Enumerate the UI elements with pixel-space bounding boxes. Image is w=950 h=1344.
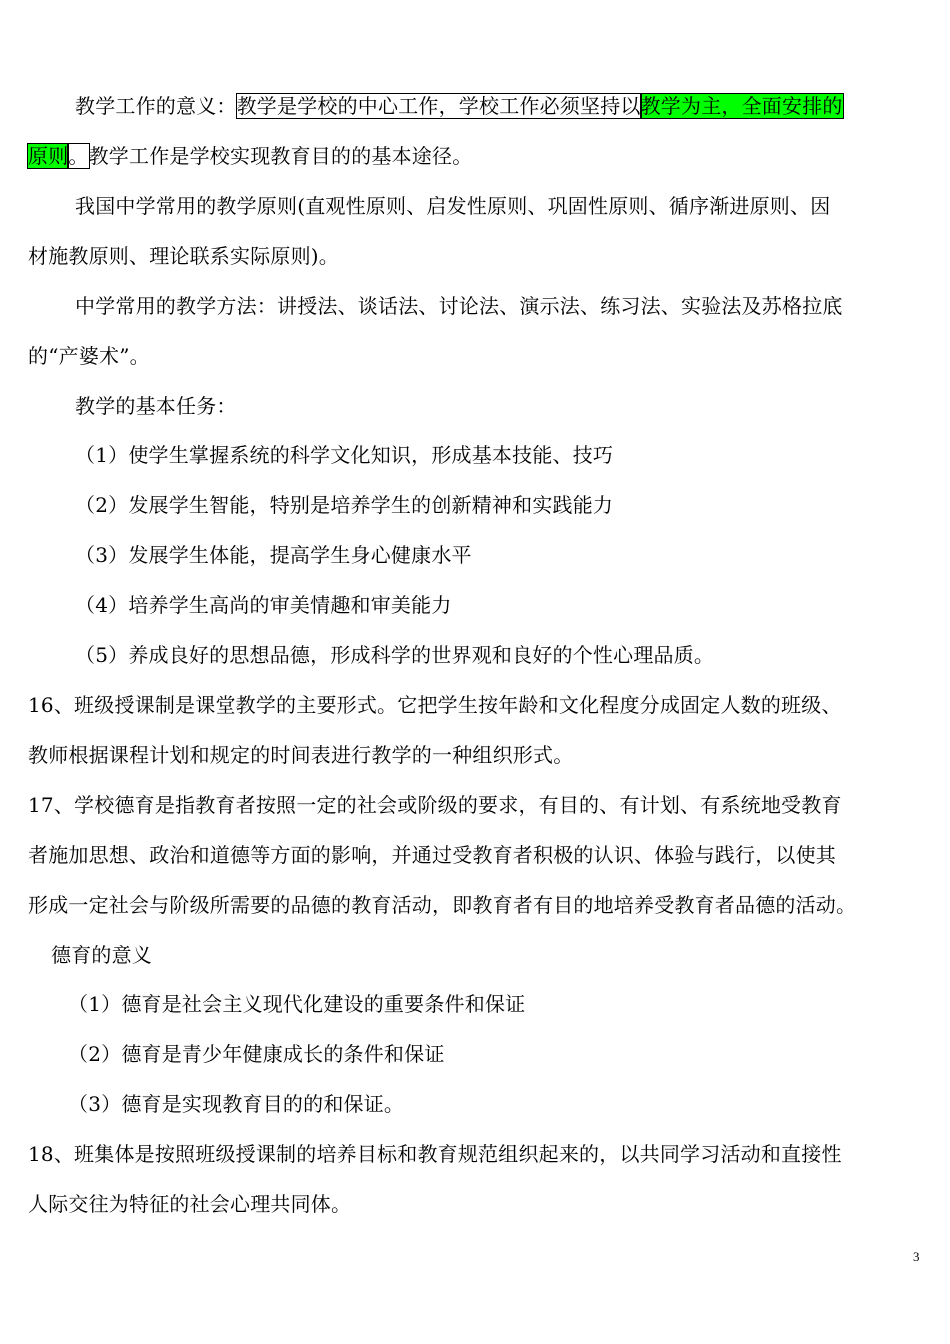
item-17-line-3: 形成一定社会与阶级所需要的品德的教育活动，即教育者有目的地培养受教育者品德的活动。 — [28, 893, 857, 917]
item-18-line-2: 人际交往为特征的社会心理共同体。 — [28, 1192, 352, 1216]
task-item: （4）培养学生高尚的审美情趣和审美能力 — [75, 593, 452, 617]
task-item: （2）发展学生智能，特别是培养学生的创新精神和实践能力 — [75, 493, 614, 517]
item-18-line-1: 18、班集体是按照班级授课制的培养目标和教育规范组织起来的，以共同学习活动和直接性 — [28, 1142, 842, 1166]
principles-line-1: 我国中学常用的教学原则(直观性原则、启发性原则、巩固性原则、循序渐进原则、因 — [75, 194, 831, 218]
moral-education-heading: 德育的意义 — [51, 943, 152, 967]
task-item: （1）使学生掌握系统的科学文化知识，形成基本技能、技巧 — [75, 443, 614, 467]
page-number: 3 — [913, 1249, 920, 1264]
teaching-significance-line-2 — [28, 142, 472, 170]
principles-line-2: 材施教原则、理论联系实际原则)。 — [28, 244, 340, 268]
boxed-text: 教学是学校的中心工作，学校工作必须坚持以 — [236, 94, 641, 118]
item-16-line-1: 16、班级授课制是课堂教学的主要形式。它把学生按年龄和文化程度分成固定人数的班级、 — [28, 693, 842, 717]
boxed-text-end: 。 — [68, 144, 89, 168]
methods-line-2: 的“产婆术”。 — [28, 344, 150, 368]
tasks-heading: 教学的基本任务： — [75, 394, 237, 418]
moral-item: （3）德育是实现教育目的的和保证。 — [68, 1092, 405, 1116]
moral-item: （1）德育是社会主义现代化建设的重要条件和保证 — [68, 992, 526, 1016]
teaching-significance-label: 教学工作的意义： — [75, 94, 237, 118]
methods-line-1: 中学常用的教学方法：讲授法、谈话法、讨论法、演示法、练习法、实验法及苏格拉底 — [75, 294, 843, 318]
item-17-line-1: 17、学校德育是指教育者按照一定的社会或阶级的要求，有目的、有计划、有系统地受教育 — [28, 793, 842, 817]
task-item: （5）养成良好的思想品德，形成科学的世界观和良好的个性心理品质。 — [75, 643, 715, 667]
highlighted-text: 教学为主，全面安排的 — [640, 94, 843, 118]
teaching-significance-rest: 教学工作是学校实现教育目的的基本途径。 — [88, 144, 473, 168]
teaching-significance-line-1 — [75, 92, 843, 120]
task-item: （3）发展学生体能，提高学生身心健康水平 — [75, 543, 472, 567]
item-17-line-2: 者施加思想、政治和道德等方面的影响，并通过受教育者积极的认识、体验与践行，以使其 — [28, 843, 836, 867]
highlighted-text-continued: 原则 — [28, 144, 69, 168]
item-16-line-2: 教师根据课程计划和规定的时间表进行教学的一种组织形式。 — [28, 743, 574, 767]
moral-item: （2）德育是青少年健康成长的条件和保证 — [68, 1042, 445, 1066]
